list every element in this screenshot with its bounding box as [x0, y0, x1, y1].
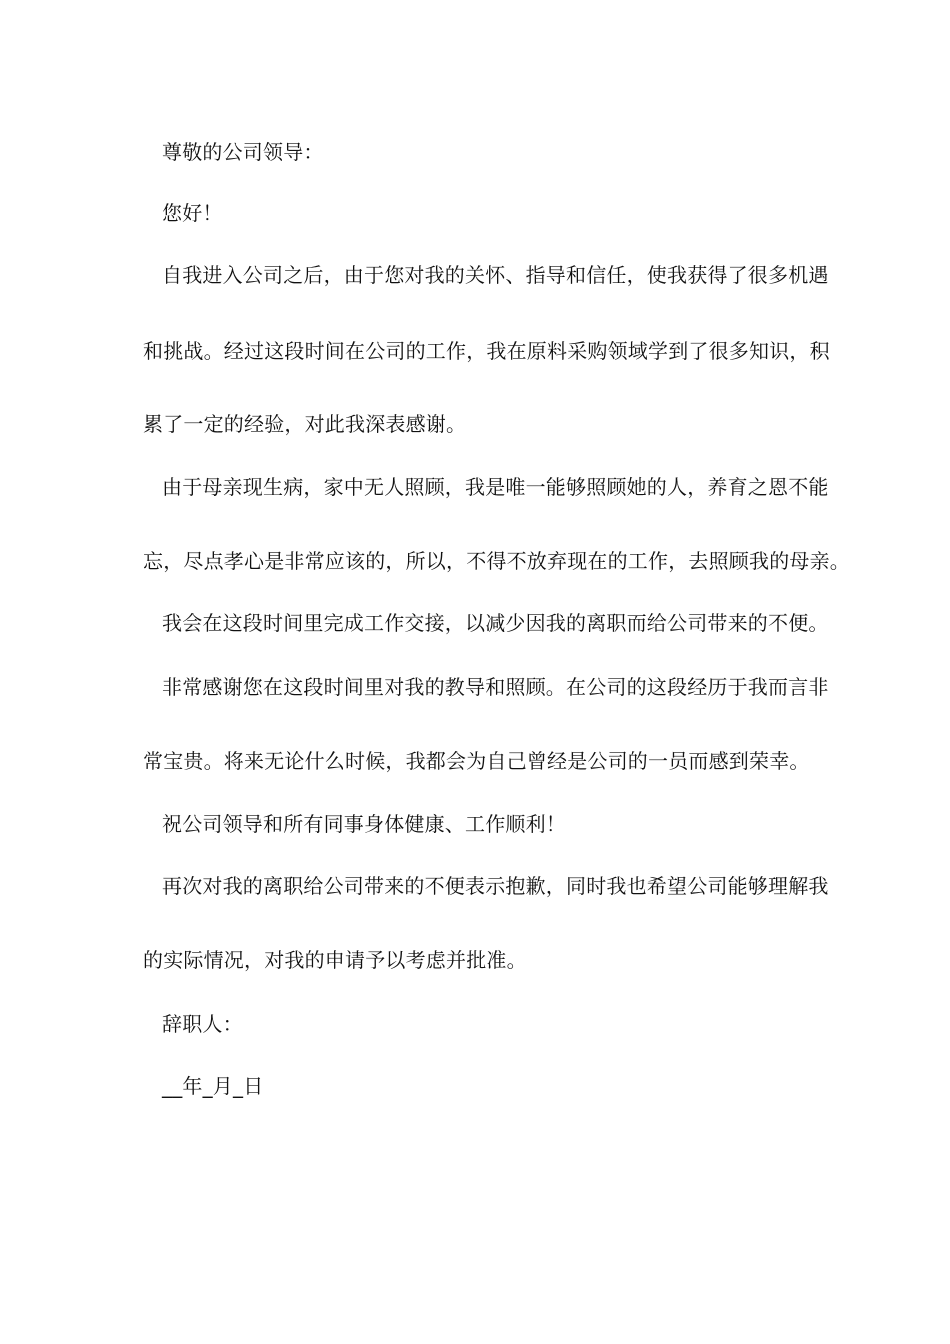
date-line: __年_月_日: [162, 1074, 264, 1098]
paragraph-2-line-1: 由于母亲现生病，家中无人照顾，我是唯一能够照顾她的人，养育之恩不能: [162, 475, 829, 499]
paragraph-6-line-1: 再次对我的离职给公司带来的不便表示抱歉，同时我也希望公司能够理解我: [162, 874, 829, 898]
paragraph-4-line-2: 常宝贵。将来无论什么时候，我都会为自己曾经是公司的一员而感到荣幸。: [143, 749, 810, 773]
paragraph-6-line-2: 的实际情况，对我的申请予以考虑并批准。: [143, 948, 527, 972]
paragraph-4-line-1: 非常感谢您在这段时间里对我的教导和照顾。在公司的这段经历于我而言非: [162, 675, 829, 699]
paragraph-3-line-1: 我会在这段时间里完成工作交接，以减少因我的离职而给公司带来的不便。: [162, 611, 829, 635]
paragraph-1-line-1: 自我进入公司之后，由于您对我的关怀、指导和信任，使我获得了很多机遇: [162, 263, 829, 287]
paragraph-1-line-2: 和挑战。经过这段时间在公司的工作，我在原料采购领域学到了很多知识，积: [143, 339, 830, 363]
salutation: 尊敬的公司领导：: [162, 140, 324, 164]
greeting: 您好！: [162, 201, 223, 225]
paragraph-1-line-3: 累了一定的经验，对此我深表感谢。: [143, 412, 467, 436]
paragraph-5-line-1: 祝公司领导和所有同事身体健康、工作顺利！: [162, 812, 566, 836]
signature-label: 辞职人：: [162, 1012, 243, 1036]
paragraph-2-line-2: 忘，尽点孝心是非常应该的，所以，不得不放弃现在的工作，去照顾我的母亲。: [143, 549, 850, 573]
